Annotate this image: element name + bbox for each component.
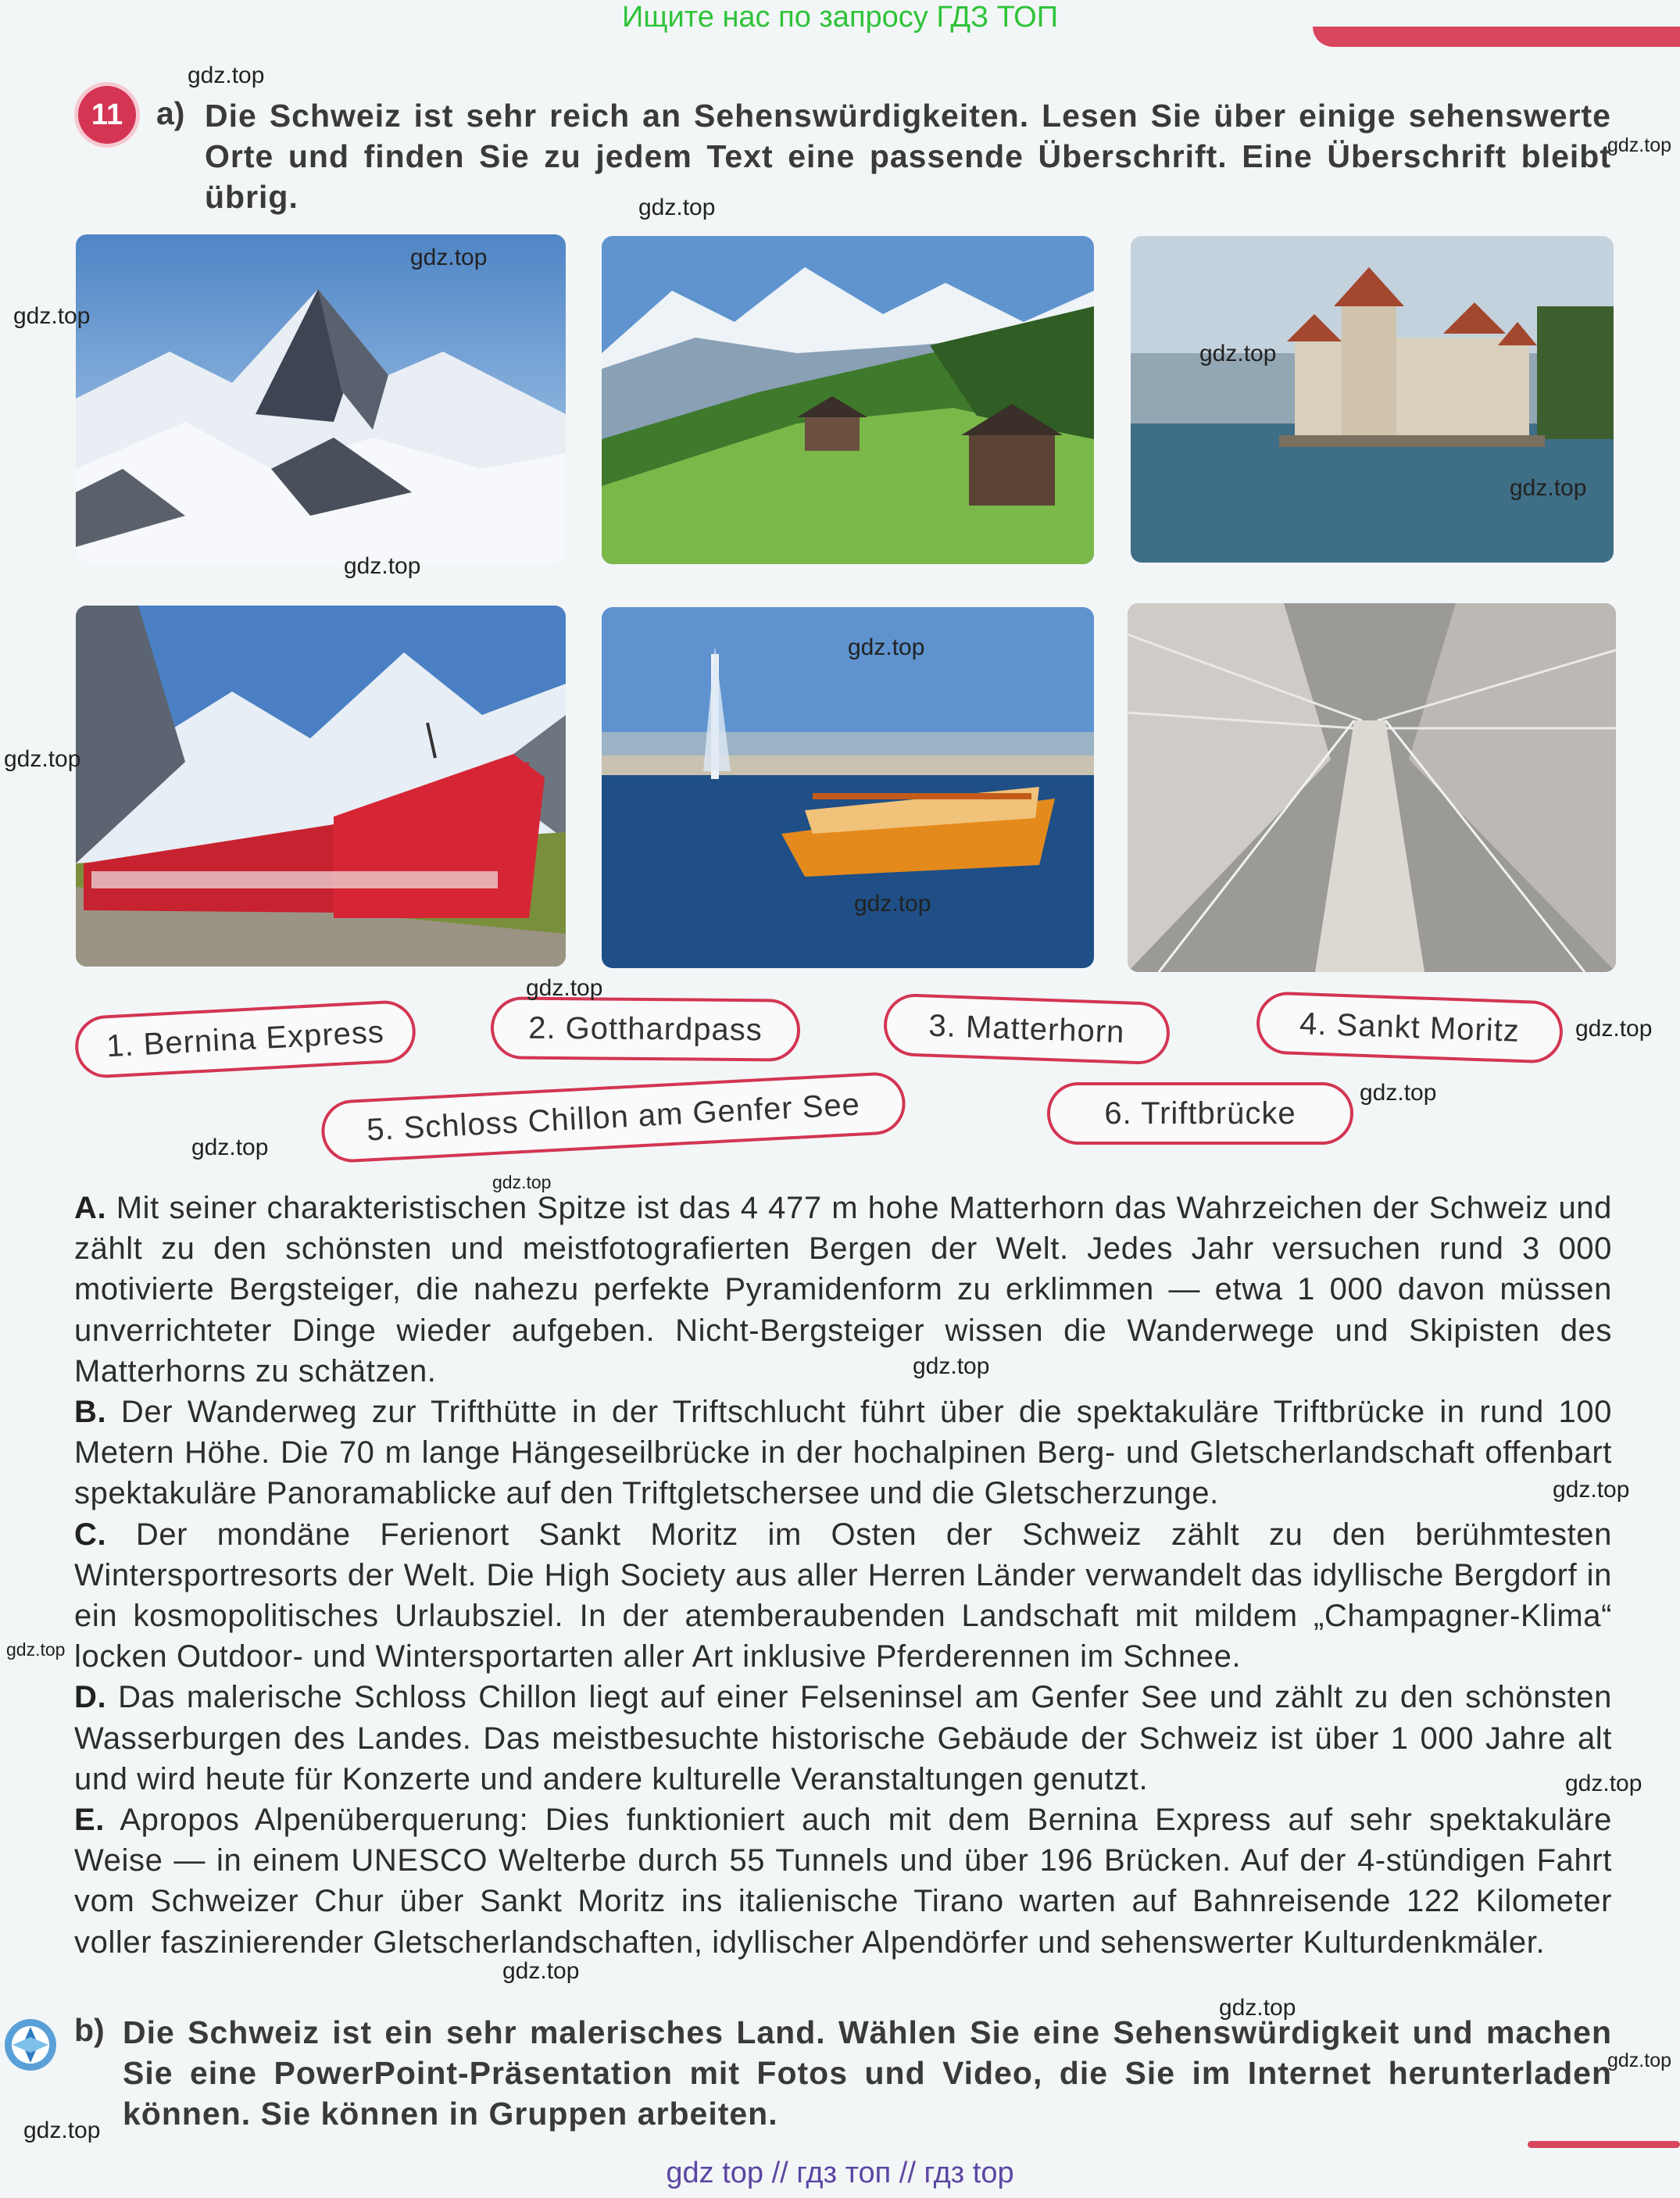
heading-pill-3[interactable]: 3. Matterhorn: [883, 993, 1171, 1066]
accent-bar: [1313, 27, 1680, 47]
watermark: gdz.top: [4, 746, 81, 772]
watermark: gdz.top: [492, 1172, 552, 1192]
exercise-number-badge: 11: [78, 86, 136, 144]
photo-bernina-express: [76, 606, 566, 967]
text-body: Das malerische Schloss Chillon liegt auf einer Felseninsel am Genfer See und zählt zu den schönsten Wasserburgen des Landes. Das meistbesuchte historische Gebäude der Schweiz ist über 1 000 Jahre alt und wird heute für Konzerte und andere kulturelle Veranstaltungen genutzt.: [74, 1680, 1612, 1796]
watermark: gdz.top: [410, 245, 488, 270]
watermark: gdz.top: [13, 303, 91, 329]
watermark: gdz.top: [191, 1135, 269, 1160]
text-body: Der Wanderweg zur Trifthütte in der Triftschlucht führt über die spektakuläre Triftbrücke in rund 100 Metern Höhe. Die 70 m lange Hängeseilbrücke in der hochalpinen Berg- und Gletscherlandschaft offenbart spektakuläre Panoramablicke auf den Triftgletschersee und die Gletscherzunge.: [74, 1395, 1612, 1511]
watermark: gdz.top: [638, 195, 716, 220]
watermark: gdz.top: [1219, 1995, 1296, 2021]
watermark: gdz.top: [526, 975, 603, 1001]
heading-pill-1[interactable]: 1. Bernina Express: [73, 999, 417, 1080]
watermark: gdz.top: [1565, 1771, 1642, 1796]
text-body: Apropos Alpenüberquerung: Dies funktioniert auch mit dem Bernina Express auf sehr spektakuläre Weise — in einem UNESCO Welterbe durch 55 Tunnels und über 196 Brücken. Auf der 4-stündigen Fahrt vom Schweizer Chur über Sankt Moritz ins italienische Tirano warten auf Bahnreisende 122 Kilometer voller faszinierender Gletscherlandschaften, idyllischer Alpendörfer und sehenswerter Kulturdenkmäler.: [74, 1803, 1612, 1960]
watermark: gdz.top: [188, 63, 265, 88]
text-letter: E.: [74, 1803, 105, 1838]
watermark: gdz.top: [848, 634, 925, 660]
text-letter: C.: [74, 1517, 107, 1552]
watermark: gdz.top: [1607, 134, 1672, 156]
watermark: gdz.top: [23, 2118, 101, 2143]
heading-pill-4[interactable]: 4. Sankt Moritz: [1256, 991, 1564, 1064]
task-b-instruction: Die Schweiz ist ein sehr malerisches Land. Wählen Sie eine Sehenswürdigkeit und machen Sie eine PowerPoint-Präsentation mit Fotos und Video, die Sie im Internet herunterladen können. Sie können in Gruppen arbeiten.: [123, 2014, 1612, 2132]
promo-banner-bottom[interactable]: gdz top // гдз топ // гдз top: [666, 2157, 1014, 2189]
text-e: [74, 1800, 1612, 1963]
text-body: Der mondäne Ferienort Sankt Moritz im Osten der Schweiz zählt zu den berühmtesten Wintersportresorts der Welt. Die High Society aus aller Herren Länder verwandelt das idyllische Bergdorf in ein kosmopolitisches Urlaubsziel. In der atemberaubenden Landschaft mit mildem „Champagner-Klima“ locken Outdoor- und Wintersportarten aller Art inklusive Pferderennen im Schnee.: [74, 1517, 1612, 1674]
text-c: [74, 1514, 1612, 1678]
photo-schloss-chillon: [1131, 236, 1614, 563]
watermark: gdz.top: [1360, 1080, 1437, 1106]
text-letter: A.: [74, 1191, 107, 1225]
task-b-label: b): [74, 2012, 105, 2048]
group-work-icon: [3, 2018, 58, 2072]
heading-pill-2[interactable]: 2. Gotthardpass: [491, 996, 801, 1061]
watermark: gdz.top: [1607, 2050, 1672, 2071]
watermark: gdz.top: [913, 1353, 990, 1379]
task-a-label: a): [156, 95, 185, 131]
photo-triftbruecke: [1128, 603, 1616, 972]
heading-pill-5[interactable]: 5. Schloss Chillon am Genfer See: [320, 1070, 906, 1163]
text-d: [74, 1677, 1612, 1800]
accent-bar-bottom: [1528, 2141, 1680, 2148]
reading-texts: [74, 1188, 1612, 1963]
watermark: gdz.top: [1199, 341, 1277, 366]
heading-pill-6[interactable]: 6. Triftbrücke: [1047, 1082, 1353, 1145]
watermark: gdz.top: [1510, 475, 1587, 501]
photo-matterhorn: [76, 234, 566, 563]
promo-banner-top[interactable]: Ищите нас по запросу ГДЗ ТОП: [621, 1, 1059, 34]
task-a-instruction: Die Schweiz ist sehr reich an Sehenswürdigkeiten. Lesen Sie über einige sehenswerte Orte und finden Sie zu jedem Text eine passende Überschrift. Eine Überschrift bleibt übrig.: [205, 98, 1611, 215]
watermark: gdz.top: [1553, 1477, 1630, 1503]
watermark: gdz.top: [6, 1639, 66, 1660]
photo-genfer-see: [602, 607, 1094, 968]
watermark: gdz.top: [854, 891, 931, 917]
text-b: [74, 1392, 1612, 1514]
text-body: Mit seiner charakteristischen Spitze ist das 4 477 m hohe Matterhorn das Wahrzeichen der Schweiz und zählt zu den schönsten und meistfotografierten Bergen der Welt. Jedes Jahr versuchen rund 3 000 motivierte Bergsteiger, die nahezu perfekte Pyramidenform zu erklimmen — etwa 1 000 davon müssen unverrichteter Dinge wieder aufgeben. Nicht-Bergsteiger wissen die Wanderwege und Skipisten des Matterhorns zu schätzen.: [74, 1191, 1613, 1388]
photo-gotthardpass: [602, 236, 1094, 564]
watermark: gdz.top: [344, 553, 421, 579]
watermark: gdz.top: [502, 1958, 580, 1984]
text-letter: B.: [74, 1395, 107, 1430]
text-a: [74, 1188, 1612, 1392]
watermark: gdz.top: [1575, 1016, 1653, 1042]
text-letter: D.: [74, 1680, 107, 1715]
